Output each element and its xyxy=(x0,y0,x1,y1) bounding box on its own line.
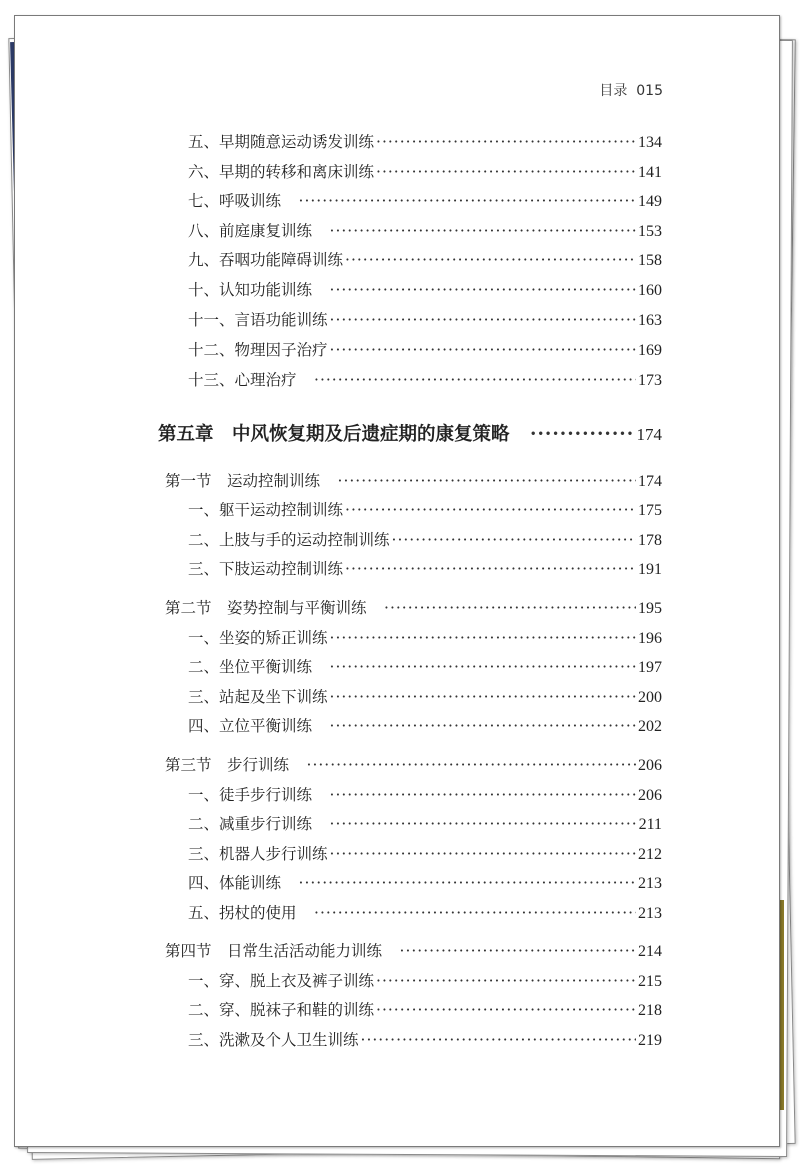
entry-page: 191 xyxy=(638,561,662,578)
toc-entry[interactable] xyxy=(188,308,662,330)
toc-entry[interactable] xyxy=(188,557,662,579)
dot-leader xyxy=(345,251,636,269)
entry-page: 213 xyxy=(638,905,662,922)
toc-section[interactable] xyxy=(165,753,662,775)
toc-entry[interactable] xyxy=(188,130,662,152)
toc-entry[interactable] xyxy=(188,368,662,390)
entry-title: 一、坐姿的矫正训练 xyxy=(188,629,328,647)
entry-page: 215 xyxy=(638,973,662,990)
entry-title: 四、体能训练 xyxy=(188,874,297,892)
entry-page: 173 xyxy=(638,372,662,389)
toc-chapter[interactable] xyxy=(158,420,662,445)
dot-leader xyxy=(376,133,636,151)
entry-title: 四、立位平衡训练 xyxy=(188,717,328,735)
running-header xyxy=(599,80,663,100)
dot-leader xyxy=(384,599,636,617)
entry-page: 202 xyxy=(638,718,662,735)
dot-leader xyxy=(330,815,637,833)
dot-leader xyxy=(330,786,636,804)
dot-leader xyxy=(299,874,636,892)
entry-title: 三、站起及坐下训练 xyxy=(188,688,328,706)
entry-page: 174 xyxy=(636,425,662,444)
dot-leader xyxy=(314,904,636,922)
entry-page: 141 xyxy=(638,164,662,181)
entry-title: 六、早期的转移和离床训练 xyxy=(188,163,375,181)
entry-page: 158 xyxy=(638,252,662,269)
entry-title: 二、上肢与手的运动控制训练 xyxy=(188,531,390,549)
dot-leader xyxy=(299,192,636,210)
dot-leader xyxy=(330,688,636,706)
entry-page: 197 xyxy=(638,659,662,676)
entry-page: 211 xyxy=(638,816,662,833)
dot-leader xyxy=(345,560,636,578)
toc-page xyxy=(14,15,780,1147)
dot-leader xyxy=(330,311,636,329)
toc-section[interactable] xyxy=(165,596,662,618)
dot-leader xyxy=(345,501,636,519)
header-page-number: 015 xyxy=(636,83,663,99)
toc-entry[interactable] xyxy=(188,498,662,520)
entry-title: 第一节 运动控制训练 xyxy=(165,472,336,490)
entry-page: 200 xyxy=(638,689,662,706)
entry-title: 十二、物理因子治疗 xyxy=(188,341,328,359)
dot-leader xyxy=(330,717,636,735)
entry-title: 二、减重步行训练 xyxy=(188,815,328,833)
toc-entry[interactable] xyxy=(188,189,662,211)
toc-section[interactable] xyxy=(165,469,662,491)
entry-page: 163 xyxy=(638,312,662,329)
entry-title: 一、徒手步行训练 xyxy=(188,786,328,804)
toc-entry[interactable] xyxy=(188,998,662,1020)
entry-page: 153 xyxy=(638,223,662,240)
entry-title: 第四节 日常生活活动能力训练 xyxy=(165,942,398,960)
entry-title: 二、坐位平衡训练 xyxy=(188,658,328,676)
dot-leader xyxy=(376,972,636,990)
entry-page: 219 xyxy=(638,1032,662,1049)
entry-title: 三、下肢运动控制训练 xyxy=(188,560,344,578)
entry-title: 十一、言语功能训练 xyxy=(188,311,328,329)
toc-entry[interactable] xyxy=(188,969,662,991)
entry-title: 十三、心理治疗 xyxy=(188,371,313,389)
toc-entry[interactable] xyxy=(188,626,662,648)
dot-leader xyxy=(330,658,636,676)
toc-entry[interactable] xyxy=(188,901,662,923)
dot-leader xyxy=(361,1031,636,1049)
dot-leader xyxy=(376,163,636,181)
entry-title: 一、穿、脱上衣及裤子训练 xyxy=(188,972,375,990)
toc-entry[interactable] xyxy=(188,1028,662,1050)
entry-title: 第五章 中风恢复期及后遗症期的康复策略 xyxy=(158,424,529,445)
entry-page: 206 xyxy=(638,787,662,804)
entry-page: 195 xyxy=(638,600,662,617)
toc-entry[interactable] xyxy=(188,528,662,550)
entry-title: 五、早期随意运动诱发训练 xyxy=(188,133,375,151)
entry-page: 160 xyxy=(638,282,662,299)
toc-entry[interactable] xyxy=(188,278,662,300)
entry-title: 九、吞咽功能障碍训练 xyxy=(188,251,344,269)
dot-leader xyxy=(307,756,636,774)
dot-leader xyxy=(330,281,636,299)
entry-title: 三、机器人步行训练 xyxy=(188,845,328,863)
toc-entry[interactable] xyxy=(188,714,662,736)
toc-entry[interactable] xyxy=(188,783,662,805)
toc-entry[interactable] xyxy=(188,842,662,864)
entry-page: 212 xyxy=(638,846,662,863)
toc-entry[interactable] xyxy=(188,219,662,241)
entry-page: 178 xyxy=(638,532,662,549)
dot-leader xyxy=(392,531,636,549)
entry-page: 169 xyxy=(638,342,662,359)
entry-page: 149 xyxy=(638,193,662,210)
entry-title: 八、前庭康复训练 xyxy=(188,222,328,240)
entry-title: 三、洗漱及个人卫生训练 xyxy=(188,1031,359,1049)
toc-entry[interactable] xyxy=(188,812,662,834)
entry-title: 第二节 姿势控制与平衡训练 xyxy=(165,599,383,617)
toc-entry[interactable] xyxy=(188,248,662,270)
toc-entry[interactable] xyxy=(188,338,662,360)
entry-page: 214 xyxy=(638,943,662,960)
entry-page: 174 xyxy=(638,473,662,490)
toc-section[interactable] xyxy=(165,939,662,961)
entry-title: 第三节 步行训练 xyxy=(165,756,305,774)
toc-entry[interactable] xyxy=(188,871,662,893)
dot-leader xyxy=(330,845,636,863)
entry-title: 五、拐杖的使用 xyxy=(188,904,313,922)
dot-leader xyxy=(376,1001,636,1019)
toc-entry[interactable] xyxy=(188,655,662,677)
toc-entry[interactable] xyxy=(188,685,662,707)
entry-title: 一、躯干运动控制训练 xyxy=(188,501,344,519)
entry-page: 134 xyxy=(638,134,662,151)
entry-title: 七、呼吸训练 xyxy=(188,192,297,210)
dot-leader xyxy=(400,942,636,960)
dot-leader xyxy=(314,371,636,389)
entry-page: 206 xyxy=(638,757,662,774)
dot-leader xyxy=(330,222,636,240)
dot-leader xyxy=(330,341,636,359)
entry-title: 二、穿、脱袜子和鞋的训练 xyxy=(188,1001,375,1019)
entry-page: 196 xyxy=(638,630,662,647)
toc-entry[interactable] xyxy=(188,160,662,182)
entry-page: 218 xyxy=(638,1002,662,1019)
header-section: 目录 xyxy=(599,83,628,99)
dot-leader xyxy=(530,424,634,445)
entry-title: 十、认知功能训练 xyxy=(188,281,328,299)
dot-leader xyxy=(330,629,636,647)
entry-page: 213 xyxy=(638,875,662,892)
entry-page: 175 xyxy=(638,502,662,519)
dot-leader xyxy=(338,472,636,490)
